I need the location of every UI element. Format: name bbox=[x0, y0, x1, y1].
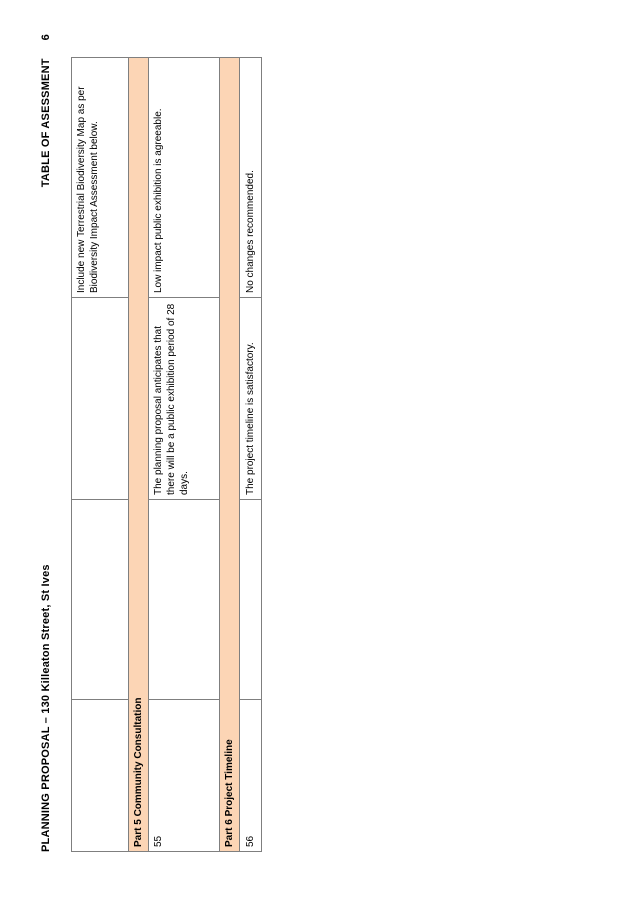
table-cell-proposal: The project timeline is satisfactory. bbox=[240, 298, 262, 500]
table-cell-requirement bbox=[72, 500, 129, 700]
table-cell-comment: Low impact public exhibition is agreeable. bbox=[149, 58, 220, 298]
table-row bbox=[240, 58, 262, 852]
section-row-project-timeline bbox=[220, 58, 240, 852]
page-header bbox=[40, 34, 60, 852]
assessment-table bbox=[71, 57, 262, 852]
table-cell-reference bbox=[72, 700, 129, 852]
table-cell-reference: 55 bbox=[149, 700, 220, 852]
table-row bbox=[72, 58, 129, 852]
header-right bbox=[40, 34, 52, 187]
table-cell-reference: 56 bbox=[240, 700, 262, 852]
table-cell-proposal bbox=[72, 298, 129, 500]
table-cell-proposal: The planning proposal anticipates that there will be a public exhibition period of 28 days. bbox=[149, 298, 220, 500]
table-cell-requirement bbox=[240, 500, 262, 700]
document-title: PLANNING PROPOSAL – 130 Killeaton Street, St Ives bbox=[40, 564, 52, 852]
table-cell-requirement bbox=[149, 500, 220, 700]
section-row-community-consultation bbox=[129, 58, 149, 852]
table-cell-comment: Include new Terrestrial Biodiversity Map as per Biodiversity Impact Assessment below. bbox=[72, 58, 129, 298]
table-cell-comment: No changes recommended. bbox=[240, 58, 262, 298]
section-heading: Part 5 Community Consultation bbox=[129, 58, 149, 852]
section-title: TABLE OF ASESSMENT bbox=[40, 58, 52, 188]
section-heading: Part 6 Project Timeline bbox=[220, 58, 240, 852]
page-number: 6 bbox=[40, 34, 52, 41]
table-row bbox=[149, 58, 220, 852]
